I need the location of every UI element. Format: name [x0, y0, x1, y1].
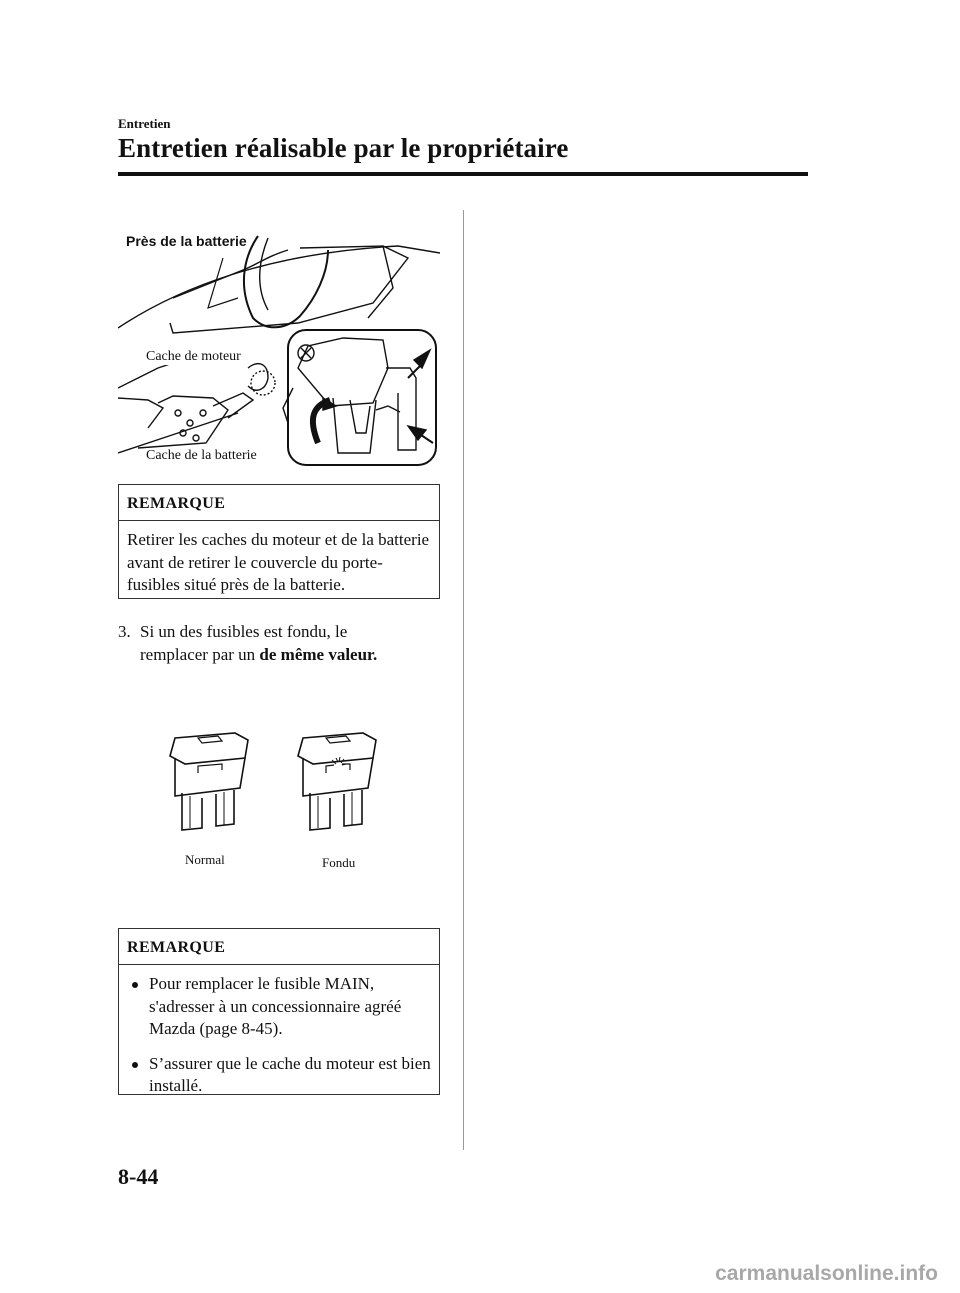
list-item [127, 973, 431, 1041]
callout-battery-cover: Cache de la batterie [146, 448, 257, 463]
note-bullet-list [127, 973, 431, 1098]
page-title: Entretien réalisable par le propriétaire [118, 133, 569, 163]
fuse-blown-icon [298, 733, 376, 830]
fuse-label-normal: Normal [185, 852, 225, 867]
column-divider [463, 210, 464, 1150]
callout-near-battery: Près de la batterie [126, 233, 247, 249]
note-box [118, 928, 440, 1095]
fuse-normal-icon [170, 733, 248, 830]
title-rule [118, 172, 808, 176]
bullet-text: S’assurer que le cache du moteur est bien installé. [149, 1053, 431, 1095]
section-label: Entretien [118, 116, 171, 131]
bullet-text: Pour remplacer le fusible MAIN, s'adresser à un concessionnaire agréé Mazda (page 8-45). [149, 974, 402, 1038]
page-number: 8-44 [118, 1164, 159, 1189]
list-item [127, 1053, 431, 1098]
step-text-line2: remplacer par un [140, 645, 260, 664]
note-heading: REMARQUE [119, 929, 439, 965]
callout-engine-cover: Cache de moteur [146, 349, 241, 364]
note-box [118, 484, 440, 599]
step-text-line1: Si un des fusibles est fondu, le [140, 622, 348, 641]
step-text-bold: de même valeur. [259, 645, 378, 664]
step-3 [118, 620, 458, 666]
bullet-icon [132, 1062, 138, 1068]
fuse-label-blown: Fondu [322, 855, 356, 870]
note-text: Retirer les caches du moteur et de la batterie avant de retirer le couvercle du porte-fusibles situé près de la batterie. [127, 530, 430, 594]
step-number: 3. [118, 622, 131, 641]
note-text [119, 965, 439, 1122]
note-heading: REMARQUE [119, 485, 439, 521]
bullet-icon [132, 982, 138, 988]
watermark: carmanualsonline.info [715, 1262, 938, 1285]
fuse-comparison-illustration [160, 728, 390, 843]
